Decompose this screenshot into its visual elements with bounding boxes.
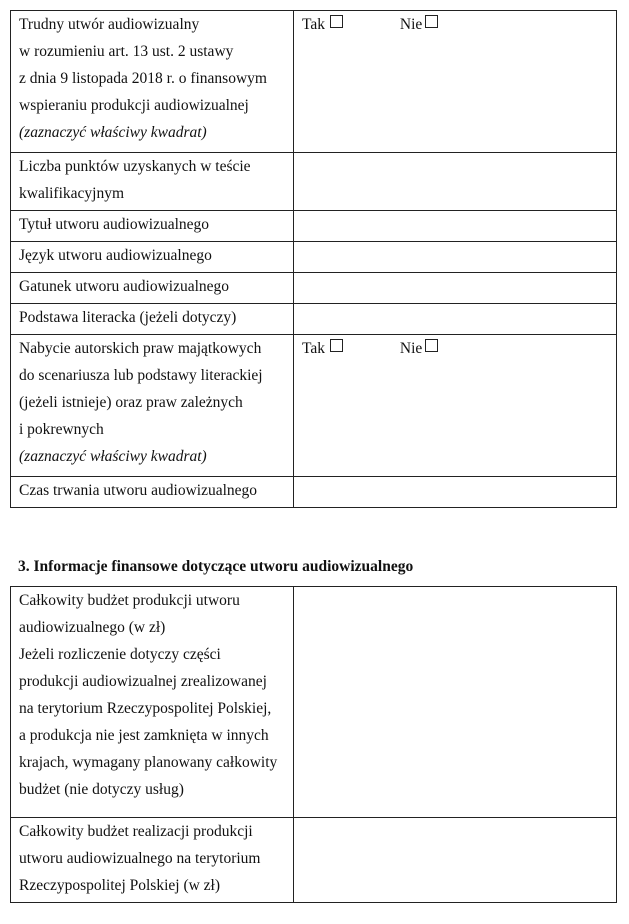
yes-label: Tak: [302, 16, 326, 33]
label-line: do scenariusza lub podstawy literackiej: [19, 367, 263, 384]
label-line: krajach, wymagany planowany całkowity: [19, 754, 278, 771]
label-line: w rozumieniu art. 13 ust. 2 ustawy: [19, 43, 234, 60]
label-cell: [11, 242, 294, 273]
value-cell[interactable]: [294, 477, 617, 508]
table-row-language: [11, 242, 617, 273]
label-line: Tytuł utworu audiowizualnego: [19, 216, 210, 233]
label-line: wspieraniu produkcji audiowizualnej: [19, 97, 249, 114]
label-line: Trudny utwór audiowizualny: [19, 16, 200, 33]
label-line: utworu audiowizualnego na terytorium: [19, 850, 261, 867]
label-line: a produkcja nie jest zamknięta w innych: [19, 727, 269, 744]
label-line: Podstawa literacka (jeżeli dotyczy): [19, 309, 237, 326]
label-line: Całkowity budżet produkcji utworu: [19, 592, 240, 609]
label-line: kwalifikacyjnym: [19, 185, 125, 202]
value-cell[interactable]: [294, 242, 617, 273]
value-cell[interactable]: [294, 587, 617, 818]
table-row-total-budget: [11, 587, 617, 818]
value-cell[interactable]: [294, 273, 617, 304]
label-line: Czas trwania utworu audiowizualnego: [19, 482, 258, 499]
value-cell[interactable]: [294, 304, 617, 335]
value-cell[interactable]: [294, 211, 617, 242]
label-cell: [11, 273, 294, 304]
yes-checkbox[interactable]: [330, 15, 343, 28]
table-row-literary-basis: [11, 304, 617, 335]
label-line: i pokrewnych: [19, 421, 104, 438]
instruction-note: (zaznaczyć właściwy kwadrat): [19, 448, 207, 465]
project-info-table: [10, 10, 617, 508]
yes-label: Tak: [302, 340, 326, 357]
table-row-duration: [11, 477, 617, 508]
value-cell: [294, 11, 617, 153]
label-line: (jeżeli istnieje) oraz praw zależnych: [19, 394, 243, 411]
label-line: Język utworu audiowizualnego: [19, 247, 212, 264]
table-row-genre: [11, 273, 617, 304]
label-line: Liczba punktów uzyskanych w teście: [19, 158, 251, 175]
label-cell: [11, 335, 294, 477]
table-row-title: [11, 211, 617, 242]
label-line: audiowizualnego (w zł): [19, 619, 166, 636]
label-line: z dnia 9 listopada 2018 r. o finansowym: [19, 70, 267, 87]
table-row-difficult-work: [11, 11, 617, 153]
value-cell[interactable]: [294, 153, 617, 211]
value-cell[interactable]: [294, 818, 617, 903]
label-line: Gatunek utworu audiowizualnego: [19, 278, 230, 295]
yes-option[interactable]: [302, 335, 343, 362]
label-line: Nabycie autorskich praw majątkowych: [19, 340, 262, 357]
label-cell: [11, 153, 294, 211]
table-row-poland-budget: [11, 818, 617, 903]
instruction-note: (zaznaczyć właściwy kwadrat): [19, 124, 207, 141]
no-label: Nie: [399, 340, 423, 357]
no-option[interactable]: [400, 11, 438, 38]
no-checkbox[interactable]: [425, 339, 438, 352]
label-cell: [11, 818, 294, 903]
section-heading: 3. Informacje finansowe dotyczące utworu audiowizualnego: [18, 558, 414, 575]
table-row-rights-acquisition: [11, 335, 617, 477]
label-cell: [11, 587, 294, 818]
label-cell: [11, 211, 294, 242]
label-line: Rzeczypospolitej Polskiej (w zł): [19, 877, 221, 894]
no-checkbox[interactable]: [425, 15, 438, 28]
label-line: na terytorium Rzeczypospolitej Polskiej,: [19, 700, 272, 717]
value-cell: [294, 335, 617, 477]
label-cell: [11, 477, 294, 508]
financial-info-table: [10, 586, 617, 903]
no-label: Nie: [399, 16, 423, 33]
label-cell: [11, 304, 294, 335]
label-line: produkcji audiowizualnej zrealizowanej: [19, 673, 267, 690]
label-line: Całkowity budżet realizacji produkcji: [19, 823, 253, 840]
label-line: budżet (nie dotyczy usług): [19, 781, 184, 798]
label-cell: [11, 11, 294, 153]
label-line: Jeżeli rozliczenie dotyczy części: [19, 646, 221, 663]
table-row-qualification-points: [11, 153, 617, 211]
no-option[interactable]: [400, 335, 438, 362]
yes-checkbox[interactable]: [330, 339, 343, 352]
yes-option[interactable]: [302, 11, 343, 38]
